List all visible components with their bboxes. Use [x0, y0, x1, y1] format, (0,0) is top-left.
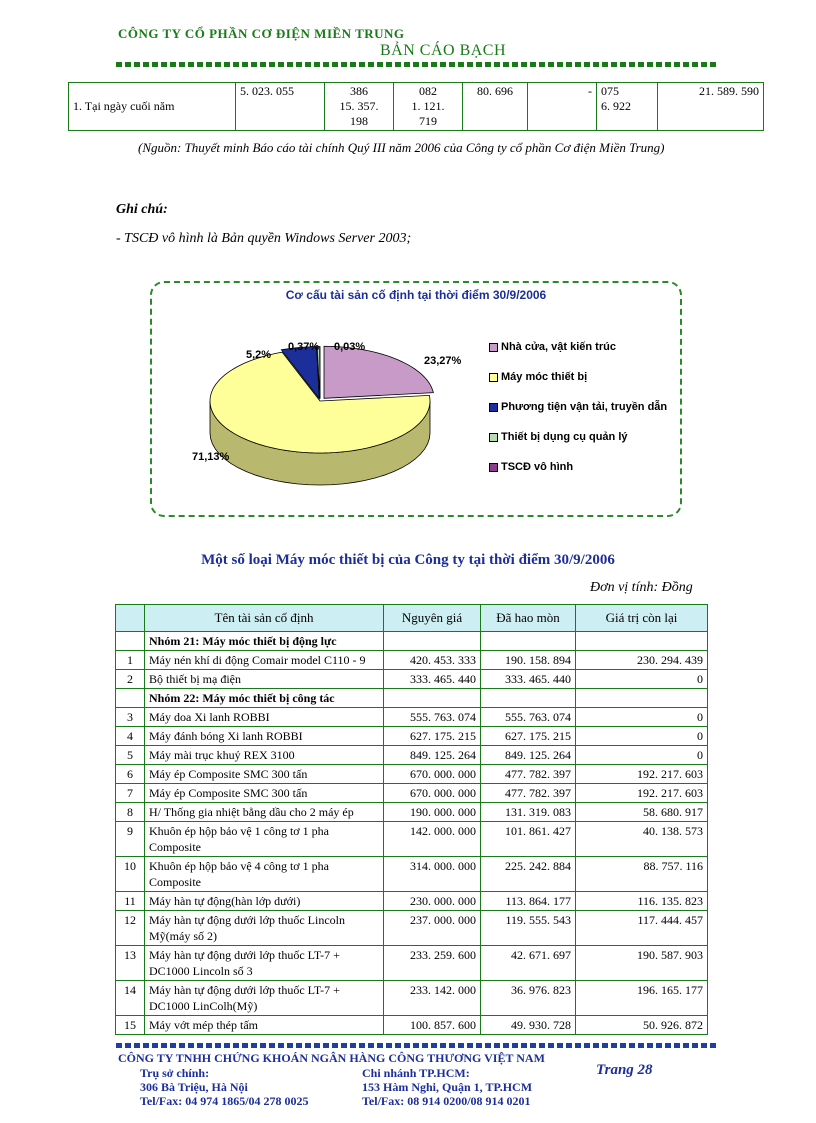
legend-label: Máy móc thiết bị: [501, 371, 588, 383]
row-name-cell: Khuôn ép hộp bảo vệ 1 công tơ 1 pha Composite: [145, 822, 384, 857]
group-name-cell: Nhóm 22: Máy móc thiết bị công tác: [145, 689, 384, 708]
row-name-cell: Khuôn ép hộp bảo vệ 4 công tơ 1 pha Composite: [145, 857, 384, 892]
legend-item: [489, 431, 628, 443]
row-dep-cell: 477. 782. 397: [481, 784, 576, 803]
row-no-cell: 7: [116, 784, 145, 803]
table-row: [116, 981, 708, 1016]
row-name-cell: Máy ép Composite SMC 300 tấn: [145, 765, 384, 784]
row-name-cell: Máy ép Composite SMC 300 tấn: [145, 784, 384, 803]
cell: 21. 589. 590: [658, 83, 764, 131]
footer-hq-label: Trụ sở chính:: [140, 1066, 210, 1080]
table-row: [116, 727, 708, 746]
asset-table: [115, 604, 708, 1035]
footer-company: CÔNG TY TNHH CHỨNG KHOÁN NGÂN HÀNG CÔNG THƯƠNG VIỆT NAM: [118, 1051, 545, 1065]
table-row: [116, 911, 708, 946]
legend-item: [489, 401, 667, 413]
row-no-cell: 6: [116, 765, 145, 784]
row-cost-cell: 555. 763. 074: [384, 708, 481, 727]
header-company: CÔNG TY CỔ PHẦN CƠ ĐIỆN MIỀN TRUNG: [118, 26, 405, 41]
cell: 075 6. 922: [597, 83, 658, 131]
table-row: [116, 857, 708, 892]
col-rem-header: Giá trị còn lại: [576, 605, 708, 632]
row-dep-cell: 113. 864. 177: [481, 892, 576, 911]
legend-item: [489, 461, 573, 473]
group-name-cell: Nhóm 21: Máy móc thiết bị động lực: [145, 632, 384, 651]
row-dep-cell: 627. 175. 215: [481, 727, 576, 746]
row-dep-cell: 101. 861. 427: [481, 822, 576, 857]
row-rem-cell: 192. 217. 603: [576, 765, 708, 784]
col-cost-header: Nguyên giá: [384, 605, 481, 632]
note-heading: Ghi chú:: [116, 202, 168, 217]
row-dep-cell: 190. 158. 894: [481, 651, 576, 670]
row-cost-cell: 420. 453. 333: [384, 651, 481, 670]
row-cost-cell: 190. 000. 000: [384, 803, 481, 822]
footer-hq-tel: Tel/Fax: 04 974 1865/04 278 0025: [140, 1094, 309, 1108]
cell: 80. 696: [463, 83, 528, 131]
table-row: [116, 746, 708, 765]
row-cost-cell: 100. 857. 600: [384, 1016, 481, 1035]
pie-data-label: 0,37%: [288, 341, 320, 353]
row-dep-cell: 36. 976. 823: [481, 981, 576, 1016]
page-number: Trang 28: [596, 1062, 653, 1078]
row-name-cell: Máy hàn tự động dưới lớp thuốc LT-7 + DC1000 LinColh(Mỹ): [145, 981, 384, 1016]
footer-divider: [116, 1043, 716, 1048]
legend-swatch: [489, 373, 498, 382]
row-cost-cell: 233. 142. 000: [384, 981, 481, 1016]
row-cost-cell: 233. 259. 600: [384, 946, 481, 981]
pie-data-label: 0,03%: [334, 341, 366, 353]
row-rem-cell: 50. 926. 872: [576, 1016, 708, 1035]
row-dep-cell: 225. 242. 884: [481, 857, 576, 892]
pie-slice-0: [324, 346, 433, 398]
row-cost-cell: 333. 465. 440: [384, 670, 481, 689]
cell: [384, 689, 481, 708]
row-rem-cell: 0: [576, 746, 708, 765]
table-header-row: [116, 605, 708, 632]
footer-branch-tel: Tel/Fax: 08 914 0200/08 914 0201: [362, 1094, 531, 1108]
legend-label: TSCĐ vô hình: [501, 461, 574, 473]
row-rem-cell: 230. 294. 439: [576, 651, 708, 670]
note-text: - TSCĐ vô hình là Bản quyền Windows Server 2003;: [116, 231, 412, 246]
cell: [576, 689, 708, 708]
cell: [384, 632, 481, 651]
table-row: [69, 83, 764, 131]
row-rem-cell: 88. 757. 116: [576, 857, 708, 892]
table-row: [116, 765, 708, 784]
table-row: [116, 670, 708, 689]
table-row: [116, 946, 708, 981]
chart-title: Cơ cấu tài sản cố định tại thời điểm 30/9/2006: [285, 288, 547, 302]
row-rem-cell: 0: [576, 727, 708, 746]
row-no-cell: 9: [116, 822, 145, 857]
pie-svg: [152, 283, 482, 513]
top-table: [68, 82, 764, 131]
row-dep-cell: 555. 763. 074: [481, 708, 576, 727]
row-dep-cell: 477. 782. 397: [481, 765, 576, 784]
table-row: [116, 803, 708, 822]
row-cost-cell: 627. 175. 215: [384, 727, 481, 746]
row-name-cell: H/ Thống gia nhiệt bằng dầu cho 2 máy ép: [145, 803, 384, 822]
row-rem-cell: 196. 165. 177: [576, 981, 708, 1016]
row-name-cell: Máy đánh bóng Xi lanh ROBBI: [145, 727, 384, 746]
row-name-cell: Máy hàn tự động dưới lớp thuốc LT-7 + DC1000 Lincoln số 3: [145, 946, 384, 981]
row-cost-cell: 670. 000. 000: [384, 784, 481, 803]
legend-label: Thiết bị dụng cụ quản lý: [501, 431, 628, 443]
row-rem-cell: 116. 135. 823: [576, 892, 708, 911]
row-no-cell: 14: [116, 981, 145, 1016]
pie-data-label: 71,13%: [192, 451, 230, 463]
row-no-cell: 5: [116, 746, 145, 765]
row-label: 1. Tại ngày cuối năm: [69, 83, 236, 131]
group-no-cell: [116, 632, 145, 651]
row-cost-cell: 142. 000. 000: [384, 822, 481, 857]
row-name-cell: Máy hàn tự động dưới lớp thuốc Lincoln Mỹ(máy số 2): [145, 911, 384, 946]
group-no-cell: [116, 689, 145, 708]
row-no-cell: 3: [116, 708, 145, 727]
legend-label: Nhà cửa, vật kiến trúc: [501, 341, 616, 353]
legend-swatch: [489, 343, 498, 352]
col-no-header: [116, 605, 145, 632]
row-dep-cell: 849. 125. 264: [481, 746, 576, 765]
table-group-row: [116, 632, 708, 651]
row-dep-cell: 333. 465. 440: [481, 670, 576, 689]
table-row: [116, 892, 708, 911]
row-no-cell: 1: [116, 651, 145, 670]
row-no-cell: 13: [116, 946, 145, 981]
row-dep-cell: 42. 671. 697: [481, 946, 576, 981]
cell: 386 15. 357. 198: [325, 83, 394, 131]
row-no-cell: 10: [116, 857, 145, 892]
row-no-cell: 11: [116, 892, 145, 911]
table-group-row: [116, 689, 708, 708]
row-no-cell: 15: [116, 1016, 145, 1035]
row-name-cell: Máy nén khí di động Comair model C110 - 9: [145, 651, 384, 670]
cell: -: [528, 83, 597, 131]
header-divider: [116, 62, 716, 67]
row-name-cell: Máy doa Xi lanh ROBBI: [145, 708, 384, 727]
row-cost-cell: 849. 125. 264: [384, 746, 481, 765]
table-row: [116, 651, 708, 670]
row-cost-cell: 230. 000. 000: [384, 892, 481, 911]
row-dep-cell: 131. 319. 083: [481, 803, 576, 822]
table-row: [116, 708, 708, 727]
table-row: [116, 784, 708, 803]
row-rem-cell: 58. 680. 917: [576, 803, 708, 822]
row-name-cell: Bộ thiết bị mạ điện: [145, 670, 384, 689]
row-rem-cell: 40. 138. 573: [576, 822, 708, 857]
cell: [481, 632, 576, 651]
legend-label: Phương tiện vận tải, truyền dẫn: [501, 401, 668, 413]
pie-data-label: 5,2%: [246, 349, 272, 361]
section-title: Một số loại Máy móc thiết bị của Công ty tại thời điểm 30/9/2006: [201, 552, 615, 568]
legend-swatch: [489, 433, 498, 442]
row-rem-cell: 117. 444. 457: [576, 911, 708, 946]
footer-hq-address: 306 Bà Triệu, Hà Nội: [140, 1080, 248, 1094]
pie-data-label: 23,27%: [424, 355, 462, 367]
footer-branch-address: 153 Hàm Nghi, Quận 1, TP.HCM: [362, 1080, 533, 1094]
row-dep-cell: 119. 555. 543: [481, 911, 576, 946]
row-no-cell: 2: [116, 670, 145, 689]
row-no-cell: 12: [116, 911, 145, 946]
footer-branch-label: Chi nhánh TP.HCM:: [362, 1066, 470, 1080]
row-name-cell: Máy mài trục khuỷ REX 3100: [145, 746, 384, 765]
col-dep-header: Đã hao mòn: [481, 605, 576, 632]
legend-swatch: [489, 403, 498, 412]
row-dep-cell: 49. 930. 728: [481, 1016, 576, 1035]
row-rem-cell: 192. 217. 603: [576, 784, 708, 803]
cell: 5. 023. 055: [236, 83, 325, 131]
table-row: [116, 822, 708, 857]
legend-swatch: [489, 463, 498, 472]
pie-chart: [150, 281, 682, 517]
unit-label: Đơn vị tính: Đồng: [590, 580, 693, 595]
row-rem-cell: 190. 587. 903: [576, 946, 708, 981]
row-cost-cell: 670. 000. 000: [384, 765, 481, 784]
legend-item: [489, 371, 587, 383]
legend-item: [489, 341, 616, 353]
col-name-header: Tên tài sản cố định: [145, 605, 384, 632]
header-title: BẢN CÁO BẠCH: [380, 42, 507, 59]
table-row: [116, 1016, 708, 1035]
row-no-cell: 4: [116, 727, 145, 746]
cell: [576, 632, 708, 651]
row-name-cell: Máy vớt mép thép tấm: [145, 1016, 384, 1035]
row-rem-cell: 0: [576, 708, 708, 727]
row-no-cell: 8: [116, 803, 145, 822]
row-rem-cell: 0: [576, 670, 708, 689]
cell: [481, 689, 576, 708]
row-cost-cell: 237. 000. 000: [384, 911, 481, 946]
cell: 082 1. 121. 719: [394, 83, 463, 131]
row-name-cell: Máy hàn tự động(hàn lớp dưới): [145, 892, 384, 911]
source-note: (Nguồn: Thuyết minh Báo cáo tài chính Quý III năm 2006 của Công ty cổ phần Cơ điện Miền Trung): [138, 140, 665, 155]
row-cost-cell: 314. 000. 000: [384, 857, 481, 892]
